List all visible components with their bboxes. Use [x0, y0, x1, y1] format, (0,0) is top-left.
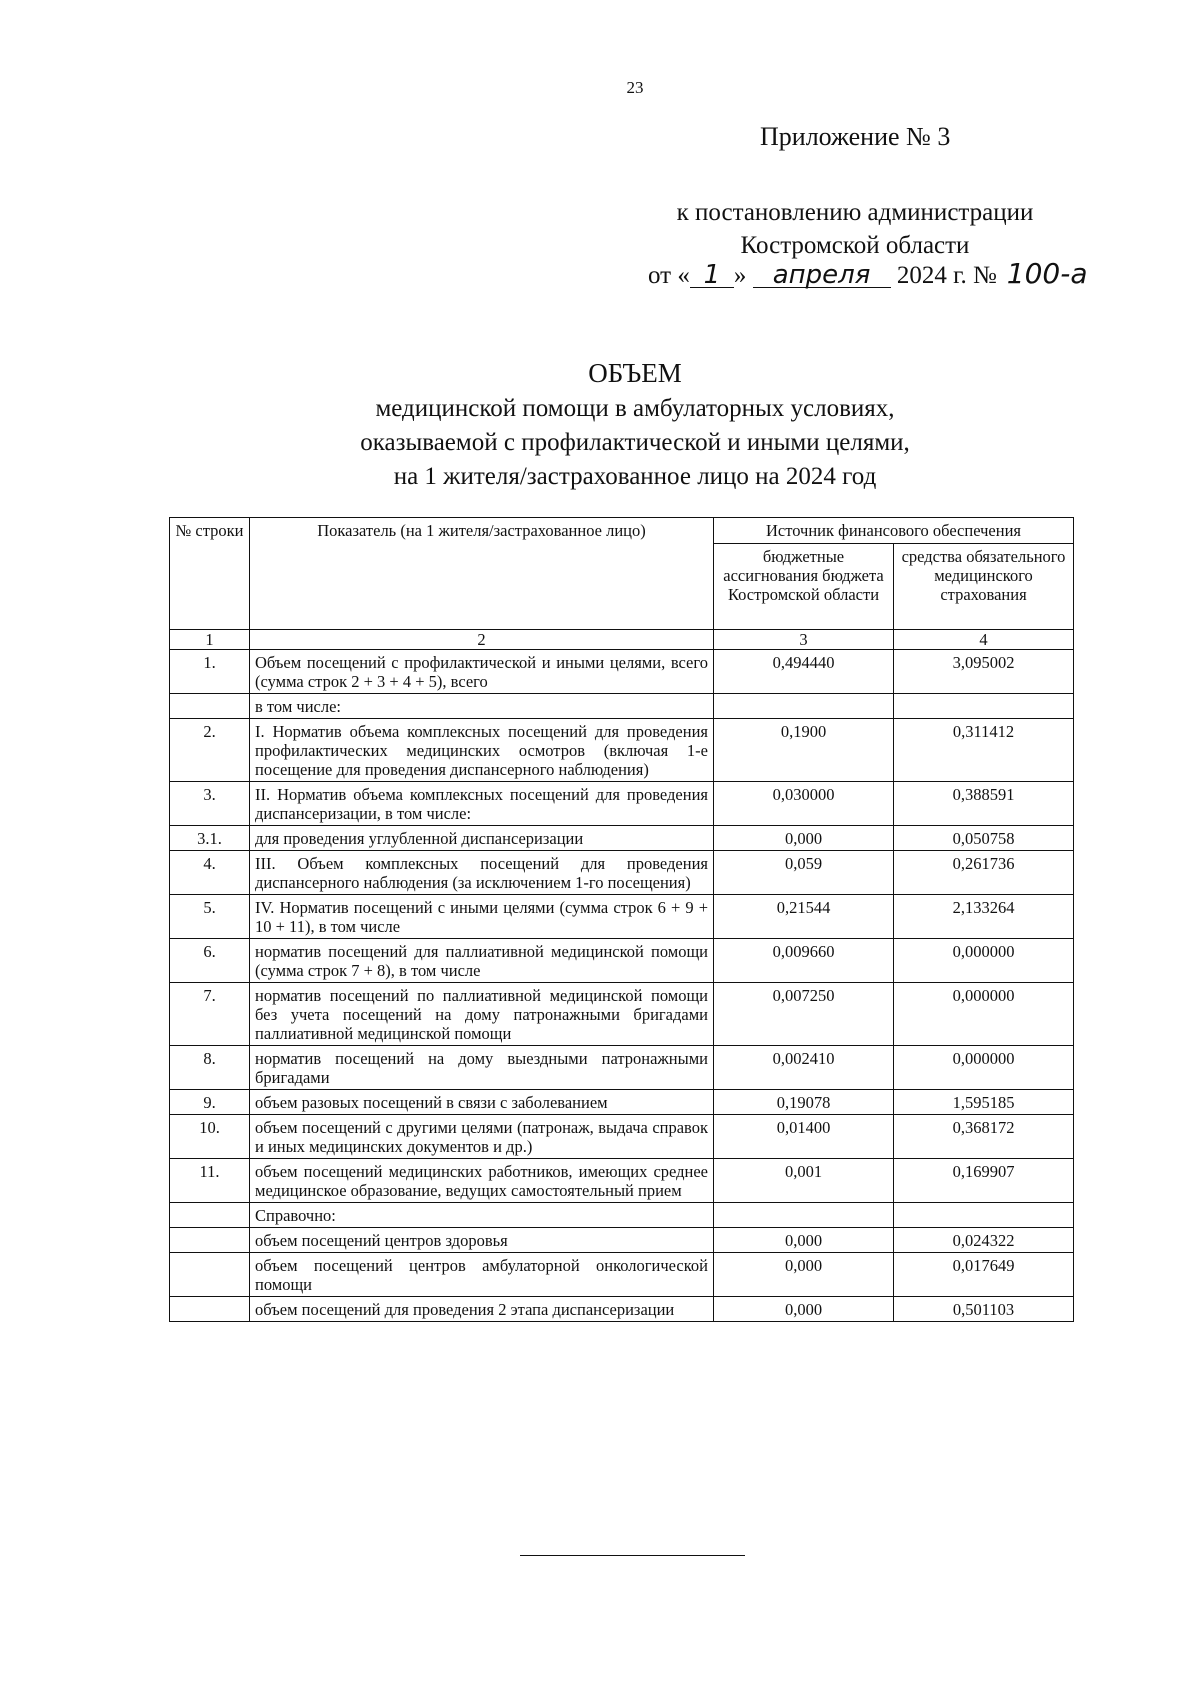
budget-value-cell: 0,007250 [714, 983, 894, 1046]
indicator-cell: для проведения углубленной диспансеризации [250, 826, 714, 851]
column-number-row [170, 630, 1074, 650]
table-row [170, 719, 1074, 782]
indicator-cell: норматив посещений по паллиативной медицинской помощи без учета посещений на дому патронажными бригадами паллиативной медицинской помощи [250, 983, 714, 1046]
indicator-cell: Объем посещений с профилактической и иными целями, всего (сумма строк 2 + 3 + 4 + 5), всего [250, 650, 714, 694]
budget-value-cell: 0,01400 [714, 1115, 894, 1159]
indicator-cell: объем разовых посещений в связи с заболеванием [250, 1090, 714, 1115]
subtitle-line-3: на 1 жителя/застрахованное лицо на 2024 год [393, 463, 877, 490]
table-row [170, 1203, 1074, 1228]
row-number-cell [170, 1203, 250, 1228]
table-row [170, 826, 1074, 851]
oms-value-cell: 0,000000 [894, 1046, 1074, 1090]
budget-value-cell: 0,002410 [714, 1046, 894, 1090]
indicator-cell: объем посещений центров амбулаторной онкологической помощи [250, 1253, 714, 1297]
resolution-date-line [648, 257, 1091, 290]
oms-value-cell: 0,017649 [894, 1253, 1074, 1297]
appendix-title: Приложение № 3 [760, 122, 951, 151]
date-mid: » [733, 262, 747, 289]
header-indicator: Показатель (на 1 жителя/застрахованное лицо) [250, 518, 714, 630]
resolution-line-1: к постановлению администрации [676, 199, 1034, 226]
budget-value-cell: 0,059 [714, 851, 894, 895]
handwritten-month: апреля [753, 263, 891, 288]
budget-value-cell: 0,1900 [714, 719, 894, 782]
row-number-cell: 1. [170, 650, 250, 694]
oms-value-cell [894, 694, 1074, 719]
table-row [170, 694, 1074, 719]
budget-value-cell: 0,000 [714, 1297, 894, 1322]
header-oms: средства обязательного медицинского страхования [894, 544, 1074, 630]
closing-rule [520, 1555, 745, 1556]
handwritten-day: 1 [690, 263, 734, 288]
oms-value-cell: 0,311412 [894, 719, 1074, 782]
indicator-cell: объем посещений медицинских работников, имеющих среднее медицинское образование, ведущих самостоятельный прием [250, 1159, 714, 1203]
table-row [170, 1115, 1074, 1159]
table-row [170, 782, 1074, 826]
header-row-number: № строки [170, 518, 250, 630]
indicator-cell: I. Норматив объема комплексных посещений для проведения профилактических медицинских осмотров (включая 1-е посещение для проведения диспансерного наблюдения) [250, 719, 714, 782]
budget-value-cell [714, 1203, 894, 1228]
table-row [170, 650, 1074, 694]
oms-value-cell: 0,169907 [894, 1159, 1074, 1203]
column-number: 3 [714, 630, 894, 650]
row-number-cell [170, 1253, 250, 1297]
row-number-cell: 8. [170, 1046, 250, 1090]
date-year: 2024 г. № [896, 262, 997, 289]
oms-value-cell: 0,050758 [894, 826, 1074, 851]
row-number-cell: 11. [170, 1159, 250, 1203]
indicator-cell: норматив посещений для паллиативной медицинской помощи (сумма строк 7 + 8), в том числе [250, 939, 714, 983]
handwritten-doc-number: 100-а [1006, 257, 1088, 290]
table-row [170, 983, 1074, 1046]
budget-value-cell: 0,19078 [714, 1090, 894, 1115]
date-prefix: от « [648, 262, 690, 289]
oms-value-cell: 0,261736 [894, 851, 1074, 895]
budget-value-cell [714, 694, 894, 719]
table-row [170, 1253, 1074, 1297]
column-number: 2 [250, 630, 714, 650]
row-number-cell: 3.1. [170, 826, 250, 851]
oms-value-cell: 0,501103 [894, 1297, 1074, 1322]
header-funding-source: Источник финансового обеспечения [714, 518, 1074, 544]
oms-value-cell: 0,000000 [894, 983, 1074, 1046]
oms-value-cell: 1,595185 [894, 1090, 1074, 1115]
table-row [170, 1046, 1074, 1090]
table-row [170, 939, 1074, 983]
subtitle-line-1: медицинской помощи в амбулаторных условиях, [375, 395, 895, 422]
budget-value-cell: 0,000 [714, 1253, 894, 1297]
column-number: 1 [170, 630, 250, 650]
row-number-cell [170, 1297, 250, 1322]
table-row [170, 1090, 1074, 1115]
budget-value-cell: 0,001 [714, 1159, 894, 1203]
table-body [170, 650, 1074, 1322]
oms-value-cell: 0,024322 [894, 1228, 1074, 1253]
row-number-cell: 7. [170, 983, 250, 1046]
oms-value-cell: 0,388591 [894, 782, 1074, 826]
row-number-cell: 4. [170, 851, 250, 895]
oms-value-cell: 0,000000 [894, 939, 1074, 983]
budget-value-cell: 0,009660 [714, 939, 894, 983]
indicator-cell: Справочно: [250, 1203, 714, 1228]
header-budget: бюджетные ассигнования бюджета Костромской области [714, 544, 894, 630]
volume-table [169, 517, 1074, 1322]
oms-value-cell: 2,133264 [894, 895, 1074, 939]
table-row [170, 1297, 1074, 1322]
budget-value-cell: 0,21544 [714, 895, 894, 939]
resolution-reference [640, 196, 1070, 262]
indicator-cell: норматив посещений на дому выездными патронажными бригадами [250, 1046, 714, 1090]
row-number-cell [170, 1228, 250, 1253]
row-number-cell: 10. [170, 1115, 250, 1159]
table-row [170, 851, 1074, 895]
table-row [170, 1228, 1074, 1253]
indicator-cell: III. Объем комплексных посещений для проведения диспансерного наблюдения (за исключением 1-го посещения) [250, 851, 714, 895]
oms-value-cell: 0,368172 [894, 1115, 1074, 1159]
table-row [170, 1159, 1074, 1203]
table-row [170, 895, 1074, 939]
column-number: 4 [894, 630, 1074, 650]
indicator-cell: в том числе: [250, 694, 714, 719]
row-number-cell: 2. [170, 719, 250, 782]
oms-value-cell: 3,095002 [894, 650, 1074, 694]
indicator-cell: объем посещений с другими целями (патронаж, выдача справок и иных медицинских документов и др.) [250, 1115, 714, 1159]
budget-value-cell: 0,030000 [714, 782, 894, 826]
row-number-cell: 9. [170, 1090, 250, 1115]
indicator-cell: II. Норматив объема комплексных посещений для проведения диспансеризации, в том числе: [250, 782, 714, 826]
budget-value-cell: 0,494440 [714, 650, 894, 694]
document-subtitle [0, 392, 1200, 494]
oms-value-cell [894, 1203, 1074, 1228]
budget-value-cell: 0,000 [714, 826, 894, 851]
page-number: 23 [626, 78, 644, 97]
row-number-cell: 5. [170, 895, 250, 939]
subtitle-line-2: оказываемой с профилактической и иными целями, [360, 429, 910, 456]
document-title: ОБЪЕМ [588, 358, 682, 388]
indicator-cell: объем посещений центров здоровья [250, 1228, 714, 1253]
row-number-cell: 3. [170, 782, 250, 826]
budget-value-cell: 0,000 [714, 1228, 894, 1253]
row-number-cell: 6. [170, 939, 250, 983]
row-number-cell [170, 694, 250, 719]
indicator-cell: объем посещений для проведения 2 этапа диспансеризации [250, 1297, 714, 1322]
resolution-line-2: Костромской области [740, 232, 970, 259]
indicator-cell: IV. Норматив посещений с иными целями (сумма строк 6 + 9 + 10 + 11), в том числе [250, 895, 714, 939]
